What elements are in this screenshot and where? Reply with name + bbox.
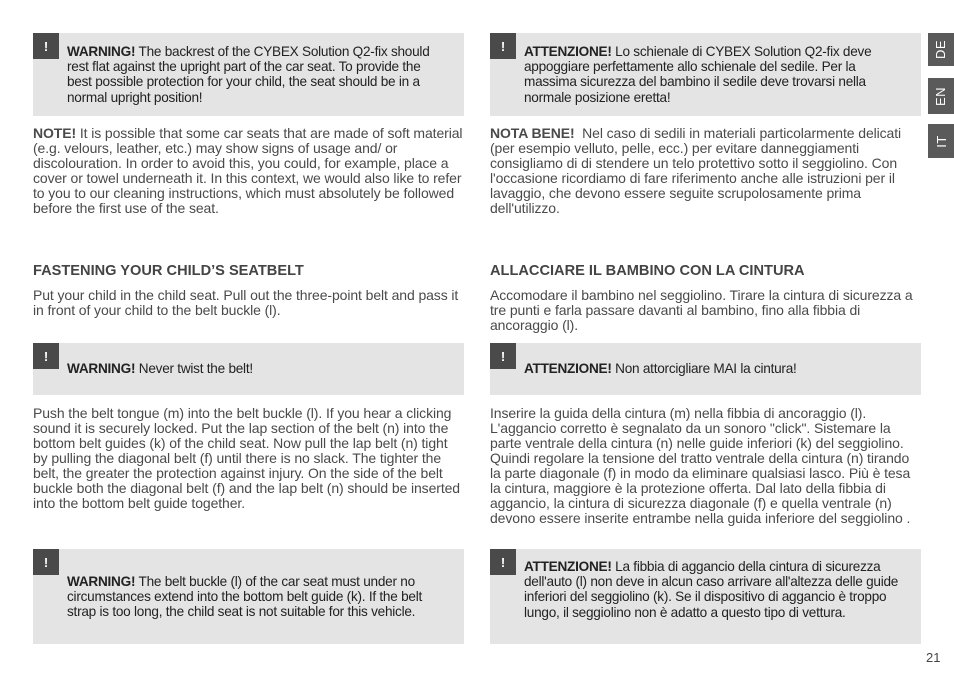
language-tab-it[interactable]: [928, 124, 954, 158]
note-paragraph: [33, 126, 465, 216]
warning-box-backrest: [490, 33, 921, 116]
warning-label: ATTENZIONE!: [524, 44, 612, 59]
language-tab-label: DE: [933, 39, 949, 60]
warning-body: The backrest of the CYBEX Solution Q2-fix should rest flat against the upright part of the car seat. To provide the best possible protection for your child, the seat should be in a normal upright position!: [67, 44, 430, 105]
warning-box-buckle: [490, 549, 921, 644]
warning-badge: !: [33, 549, 59, 575]
page-number: 21: [926, 650, 941, 665]
instruction-paragraph-2: Inserire la guida della cintura (m) nella fibbia di ancoraggio (l). L'aggancio corretto è segnalato da un sonoro "click". Sistemare la parte ventrale della cintura (n) nelle guide inferiori (k) del seggiolino. Quindi regolare la tensione del tratto ventrale della cintura (n) tirando la parte diagonale (f) in modo da eliminare qualsiasi lasco. Più è tesa la cintura, maggiore è la protezione offerta. Dal lato della fibbia di aggancio, la cintura di sicurezza diagonale (f) e quella ventrale (n) devono essere inserite entrambe nella guida inferiore del seggiolino .: [490, 405, 911, 526]
warning-badge: !: [33, 33, 59, 59]
warning-box-twist: [490, 343, 921, 395]
section-heading: ALLACCIARE IL BAMBINO CON LA CINTURA: [490, 263, 805, 279]
warning-label: WARNING!: [67, 44, 136, 59]
note-paragraph: [490, 126, 922, 216]
note-label: NOTA BENE!: [490, 125, 575, 141]
instruction-paragraph-1: Accomodare il bambino nel seggiolino. Tirare la cintura di sicurezza a tre punti e farla passare davanti al bambino, fino alla fibbia di ancoraggio (l).: [490, 287, 913, 333]
section-heading: FASTENING YOUR CHILD’S SEATBELT: [33, 263, 304, 279]
warning-body: Lo schienale di CYBEX Solution Q2-fix deve appoggiare perfettamente allo schienale del sedile. Per la massima sicurezza del bambino il sedile deve trovarsi nella normale posizione eretta!: [524, 44, 872, 105]
warning-label: WARNING!: [67, 361, 136, 376]
warning-body: Non attorcigliare MAI la cintura!: [615, 361, 797, 376]
language-tab-label: EN: [933, 86, 949, 106]
warning-text: [524, 44, 903, 105]
warning-text: [67, 361, 446, 376]
warning-label: WARNING!: [67, 574, 136, 589]
warning-text: [524, 361, 903, 376]
language-tab-en[interactable]: [928, 78, 954, 114]
warning-text: [67, 574, 446, 620]
warning-label: ATTENZIONE!: [524, 361, 612, 376]
instruction-paragraph-1: Put your child in the child seat. Pull out the three-point belt and pass it in front of your child to the belt buckle (l).: [33, 287, 459, 318]
note-body: Nel caso di sedili in materiali particolarmente delicati (per esempio velluto, pelle, ecc.) per evitare danneggiamenti consigliamo di di stendere un telo protettivo sotto il seggiolino. Con l'occasione ricordiamo di fare riferimento anche alle istruzioni per il lavaggio, che devono essere seguite scrupolosamente prima dell'utilizzo.: [490, 125, 902, 216]
language-tab-label: IT: [933, 134, 949, 148]
warning-badge: !: [490, 549, 516, 575]
warning-label: ATTENZIONE!: [524, 559, 612, 574]
warning-box-backrest: [33, 33, 464, 116]
instruction-paragraph-2: Push the belt tongue (m) into the belt buckle (l). If you hear a clicking sound it is securely locked. Put the lap section of the belt (n) into the bottom belt guides (k) of the child seat. Now pull the lap belt (n) tight by pulling the diagonal belt (f) until there is no slack. The tighter the belt, the greater the protection against injury. On the side of the belt buckle both the diagonal belt (f) and the lap belt (n) should be inserted into the bottom belt guide together.: [33, 405, 460, 511]
warning-text: [524, 559, 903, 620]
warning-body: Never twist the belt!: [138, 361, 253, 376]
note-body: It is possible that some car seats that are made of soft material (e.g. velours, leather, etc.) may show signs of usage and/ or discolouration. In order to avoid this, you could, for example, place a cover or towel underneath it. In this context, we would also like to refer to you to our cleaning instructions, which must absolutely be followed before the first use of the seat.: [33, 125, 463, 216]
note-label: NOTE!: [33, 125, 77, 141]
warning-body: La fibbia di aggancio della cintura di sicurezza dell'auto (l) non deve in alcun caso arrivare all'altezza delle guide inferiori del seggiolino (k). Se il dispositivo di aggancio è troppo lungo, il seggiolino non è adatto a questo tipo di vettura.: [524, 559, 899, 620]
warning-body: The belt buckle (l) of the car seat must under no circumstances extend into the bottom belt guide (k). If the belt strap is too long, the child seat is not suitable for this vehicle.: [67, 574, 423, 620]
warning-badge: !: [490, 343, 516, 369]
warning-badge: !: [33, 343, 59, 369]
language-tab-de[interactable]: [928, 33, 954, 66]
warning-box-buckle: [33, 549, 464, 644]
warning-box-twist: [33, 343, 464, 395]
warning-badge: !: [490, 33, 516, 59]
warning-text: [67, 44, 446, 105]
